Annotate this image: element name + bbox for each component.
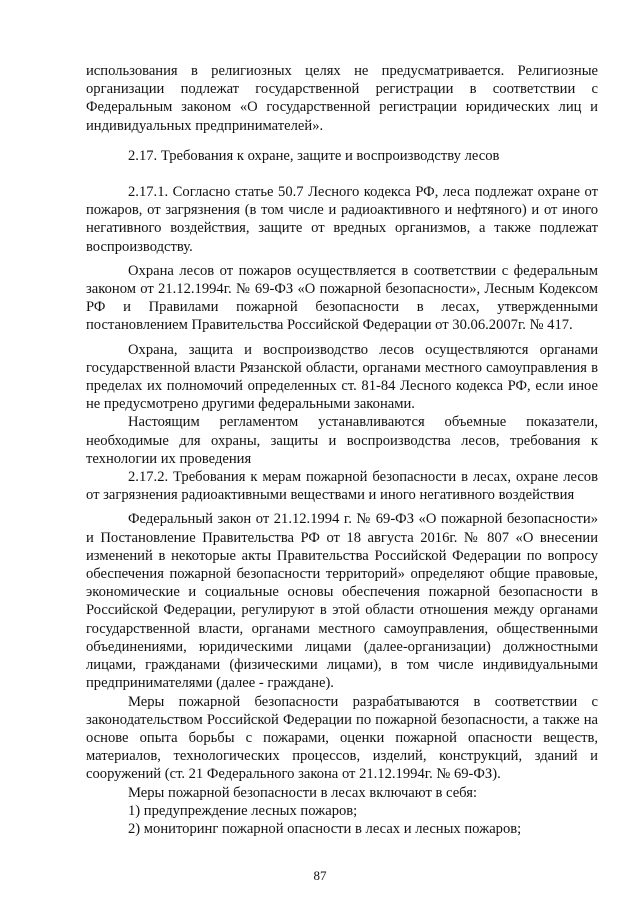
page-number: 87 [313,868,327,883]
paragraph-fire-measures: Меры пожарной безопасности разрабатываются в соответствии с законодательством Российской Федерации по пожарной безопасности, а также на основе опыта борьбы с пожарами, оценки пожарной опасности веществ, материалов, технологических процессов, изделий, конструкций, зданий и сооружений (ст. 21 Федерального закона от 21.12.1994г. № 69-ФЗ). [86,693,598,783]
list-item: 2) мониторинг пожарной опасности в лесах и лесных пожаров; [128,820,522,837]
paragraph-fire-protection: Охрана лесов от пожаров осуществляется в соответствии с федеральным законом от 21.12.1994г. № 69-ФЗ «О пожарной безопасности», Лесным Кодексом РФ и Правилами пожарной безопасности в лесах, утвержденными постановлением Правительства Российской Федерации от 30.06.2007г. № 417. [86,262,598,334]
section-heading-2-17: 2.17. Требования к охране, защите и воспроизводству лесов [128,147,500,164]
document-body [86,62,598,838]
paragraph-continuation: использования в религиозных целях не предусматривается. Религиозные организации подлежат государственной регистрации в соответствии с Федеральным законом «О государственной регистрации юридических лиц и индивидуальных предпринимателей». [86,63,598,134]
paragraph-2-17-2: 2.17.2. Требования к мерам пожарной безопасности в лесах, охране лесов от загрязнения радиоактивными веществами и иного негативного воздействия [86,469,598,504]
list-item: 1) предупреждение лесных пожаров; [128,802,358,819]
paragraph-2-17-1: 2.17.1. Согласно статье 50.7 Лесного кодекса РФ, леса подлежат охране от пожаров, от загрязнения (в том числе и радиоактивного и нефтяного) и от иного негативного воздействия, защите от вредных организмов, а также подлежат воспроизводству. [86,184,598,255]
list-intro: Меры пожарной безопасности в лесах включают в себя: [128,784,477,801]
paragraph-federal-law: Федеральный закон от 21.12.1994 г. № 69-ФЗ «О пожарной безопасности» и Постановление Правительства РФ от 18 августа 2016г. № 807 «О внесении изменений в некоторые акты Правительства Российской Федерации по вопросу обеспечения пожарной безопасности территорий» определяют общие правовые, экономические и социальные основы обеспечения пожарной безопасности в Российской Федерации, регулируют в этой области отношения между органами государственной власти, органами местного самоуправления, общественными объединениями, юридическими лицами (далее-организации) должностными лицами, гражданами (физическими лицами), в том числе индивидуальными предпринимателями (далее - граждане). [86,511,598,692]
paragraph-authorities: Охрана, защита и воспроизводство лесов осуществляются органами государственной власти Рязанской области, органами местного самоуправления в пределах их полномочий определенных ст. 81-84 Лесного кодекса РФ, если иное не предусмотрено другими федеральными законами. [86,341,598,413]
paragraph-regulation: Настоящим регламентом устанавливаются объемные показатели, необходимые для охраны, защиты и воспроизводства лесов, требования к технологии их проведения [86,414,598,467]
